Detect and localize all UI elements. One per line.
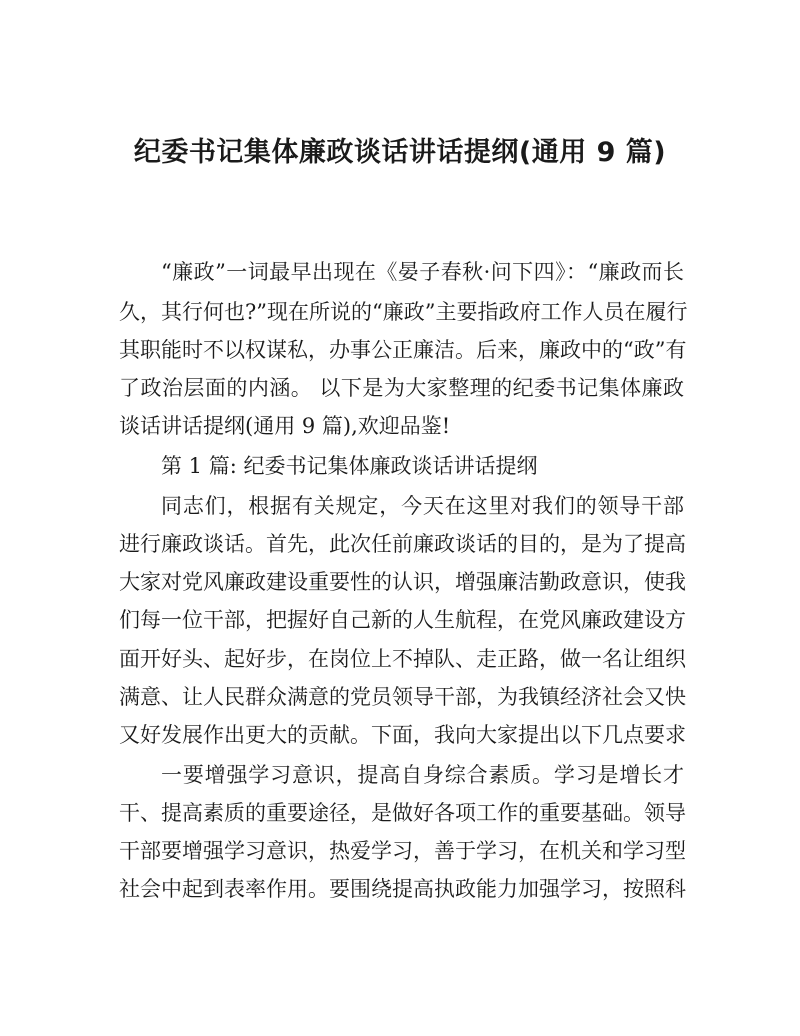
paragraph-line: 满意、让人民群众满意的党员领导干部，为我镇经济社会又快 [119, 685, 686, 709]
paragraph-line: “廉政”一词最早出现在《晏子春秋·问下四》：“廉政而长 [161, 260, 684, 284]
paragraph-line: 们每一位干部，把握好自己新的人生航程，在党风廉政建设方 [119, 608, 686, 632]
paragraph-line: 谈话讲话提纲(通用 9 篇),欢迎品鉴! [119, 414, 451, 438]
section-heading: 第 1 篇: 纪委书记集体廉政谈话讲话提纲 [161, 454, 538, 478]
paragraph-line: 其职能时不以权谋私，办事公正廉洁。后来，廉政中的“政”有 [119, 338, 687, 362]
paragraph-line: 了政治层面的内涵。 以下是为大家整理的纪委书记集体廉政 [119, 376, 684, 400]
paragraph-line: 大家对党风廉政建设重要性的认识，增强廉洁勤政意识，使我 [119, 570, 686, 594]
paragraph-line: 进行廉政谈话。首先，此次任前廉政谈话的目的，是为了提高 [119, 532, 686, 556]
paragraph-line: 一要增强学习意识，提高自身综合素质。学习是增长才 [161, 763, 684, 787]
paragraph-line: 同志们，根据有关规定，今天在这里对我们的领导干部 [161, 494, 684, 518]
document-title: 纪委书记集体廉政谈话讲话提纲(通用 9 篇) [133, 137, 667, 168]
paragraph-line: 社会中起到表率作用。要围绕提高执政能力加强学习，按照科 [119, 877, 686, 901]
paragraph-line: 久，其行何也?”现在所说的“廉政”主要指政府工作人员在履行 [119, 300, 688, 324]
paragraph-line: 又好发展作出更大的贡献。下面，我向大家提出以下几点要求 [119, 723, 686, 747]
paragraph-line: 干、提高素质的重要途径，是做好各项工作的重要基础。领导 [119, 801, 686, 825]
paragraph-line: 面开好头、起好步，在岗位上不掉队、走正路，做一名让组织 [119, 647, 686, 671]
paragraph-line: 干部要增强学习意识，热爱学习，善于学习，在机关和学习型 [119, 839, 686, 863]
